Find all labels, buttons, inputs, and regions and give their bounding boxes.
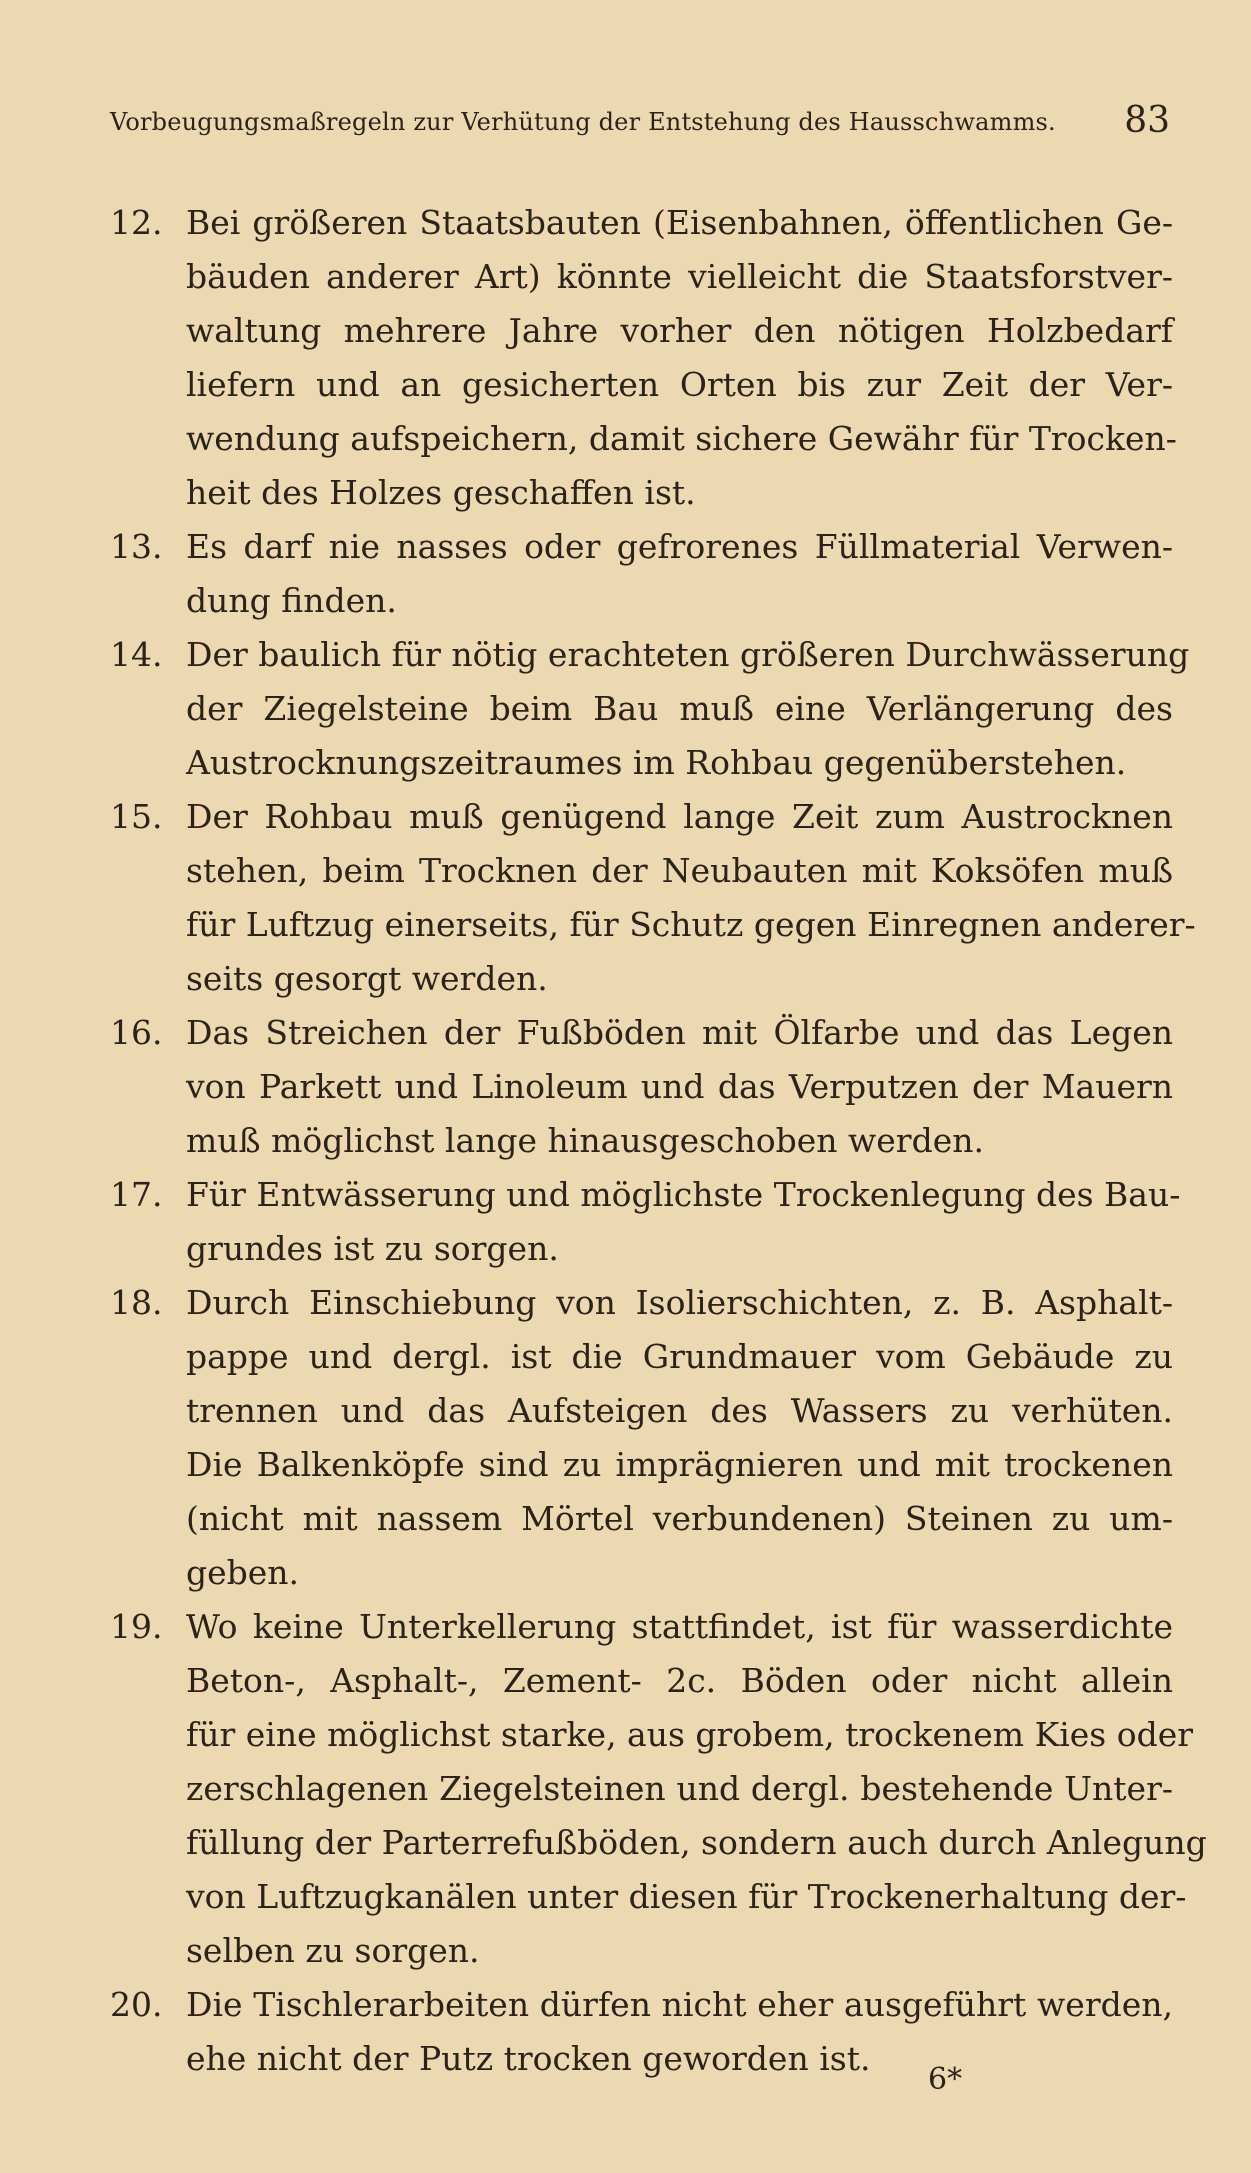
item-text xyxy=(186,1276,1173,1600)
text-line: heit des Holzes geschaffen ist. xyxy=(186,473,696,512)
text-line: pappe und dergl. ist die Grundmauer vom Gebäude zu xyxy=(186,1337,1173,1376)
text-line: Durch Einschiebung von Isolierschichten, z. B. Asphalt- xyxy=(186,1283,1173,1322)
text-line: (nicht mit nassem Mörtel verbundenen) Steinen zu um- xyxy=(186,1499,1173,1538)
item-text xyxy=(186,196,1177,520)
text-line: Wo keine Unterkellerung stattfindet, ist für wasserdichte xyxy=(186,1607,1173,1646)
page-number: 83 xyxy=(1124,100,1170,141)
text-line: wendung aufspeichern, damit sichere Gewähr für Trocken- xyxy=(186,419,1177,458)
item-number: 13. xyxy=(110,527,163,566)
text-line: muß möglichst lange hinausgeschoben werden. xyxy=(186,1121,984,1160)
list-item xyxy=(0,1006,1251,1168)
list-item xyxy=(0,1978,1251,2086)
text-line: waltung mehrere Jahre vorher den nötigen Holzbedarf xyxy=(186,311,1173,350)
item-text xyxy=(186,1006,1173,1168)
item-number: 18. xyxy=(110,1283,163,1322)
text-line: füllung der Parterrefußböden, sondern auch durch Anlegung xyxy=(186,1823,1207,1862)
text-line: geben. xyxy=(186,1553,300,1592)
numbered-list xyxy=(0,196,1251,2086)
list-item xyxy=(0,520,1251,628)
text-line: dung finden. xyxy=(186,581,397,620)
signature-mark: 6* xyxy=(928,2062,963,2097)
list-item xyxy=(0,1600,1251,1978)
text-line: von Luftzugkanälen unter diesen für Trockenerhaltung der- xyxy=(186,1877,1187,1916)
list-item xyxy=(0,790,1251,1006)
text-line: Für Entwässerung und möglichste Trockenlegung des Bau- xyxy=(186,1175,1181,1214)
list-item xyxy=(0,196,1251,520)
text-line: Es darf nie nasses oder gefrorenes Füllmaterial Verwen- xyxy=(186,527,1173,566)
item-text xyxy=(186,1168,1181,1276)
text-line: Bei größeren Staatsbauten (Eisenbahnen, öffentlichen Ge- xyxy=(186,203,1173,242)
item-text xyxy=(186,520,1173,628)
item-number: 16. xyxy=(110,1013,163,1052)
text-line: von Parkett und Linoleum und das Verputzen der Mauern xyxy=(186,1067,1173,1106)
list-item xyxy=(0,628,1251,790)
item-number: 19. xyxy=(110,1607,163,1646)
list-item xyxy=(0,1168,1251,1276)
text-line: Die Balkenköpfe sind zu imprägnieren und mit trockenen xyxy=(186,1445,1173,1484)
list-item xyxy=(0,1276,1251,1600)
text-line: für Luftzug einerseits, für Schutz gegen Einregnen anderer- xyxy=(186,905,1196,944)
item-number: 14. xyxy=(110,635,163,674)
text-line: grundes ist zu sorgen. xyxy=(186,1229,559,1268)
item-text xyxy=(186,628,1190,790)
text-line: Der Rohbau muß genügend lange Zeit zum Austrocknen xyxy=(186,797,1173,836)
text-line: bäuden anderer Art) könnte vielleicht die Staatsforstver- xyxy=(186,257,1173,296)
text-line: liefern und an gesicherten Orten bis zur Zeit der Ver- xyxy=(186,365,1173,404)
text-line: der Ziegelsteine beim Bau muß eine Verlängerung des xyxy=(186,689,1173,728)
page-header xyxy=(110,100,1170,152)
text-line: selben zu sorgen. xyxy=(186,1931,480,1970)
running-title: Vorbeugungsmaßregeln zur Verhütung der Entstehung des Hausschwamms. xyxy=(110,108,1056,136)
text-line: stehen, beim Trocknen der Neubauten mit Koksöfen muß xyxy=(186,851,1173,890)
text-line: Beton-, Asphalt-, Zement- 2c. Böden oder nicht allein xyxy=(186,1661,1173,1700)
item-number: 15. xyxy=(110,797,163,836)
text-line: seits gesorgt werden. xyxy=(186,959,548,998)
item-number: 12. xyxy=(110,203,163,242)
text-line: für eine möglichst starke, aus grobem, trockenem Kies oder xyxy=(186,1715,1194,1754)
text-line: ehe nicht der Putz trocken geworden ist. xyxy=(186,2039,871,2078)
text-line: Der baulich für nötig erachteten größeren Durchwässerung xyxy=(186,635,1190,674)
text-line: Das Streichen der Fußböden mit Ölfarbe und das Legen xyxy=(186,1013,1173,1052)
item-text xyxy=(186,1978,1173,2086)
text-line: Austrocknungszeitraumes im Rohbau gegenüberstehen. xyxy=(186,743,1127,782)
item-number: 20. xyxy=(110,1985,163,2024)
item-text xyxy=(186,790,1196,1006)
item-number: 17. xyxy=(110,1175,163,1214)
text-line: zerschlagenen Ziegelsteinen und dergl. bestehende Unter- xyxy=(186,1769,1173,1808)
text-line: trennen und das Aufsteigen des Wassers zu verhüten. xyxy=(186,1391,1173,1430)
item-text xyxy=(186,1600,1207,1978)
text-line: Die Tischlerarbeiten dürfen nicht eher ausgeführt werden, xyxy=(186,1985,1173,2024)
